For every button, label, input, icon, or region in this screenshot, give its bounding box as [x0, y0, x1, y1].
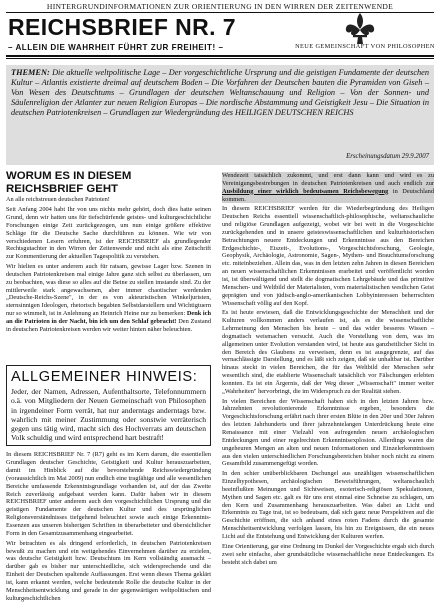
general-notice-box: [6, 365, 211, 446]
right-paragraph-1-text: Wendezeit tatsächlich zukommt, und erst dann kann und wird es zu Vereinigungsbestrebungen in deutschen Patriotenkreisen und auch endlich zur: [222, 172, 434, 187]
right-paragraph-1-tail: in Deutschland kommen.: [222, 187, 434, 203]
publication-date: Erscheinungsdatum 29.9.2007: [346, 152, 429, 160]
left-paragraph-1: Seit Anfang 2004 habt Ihr von uns nichts mehr gehört, doch dies hatte seinen Grund, denn wir hatten uns für tiefschürfende geistes- und kulturgeschichtliche Forschungen einige Zeit zurückgezogen, um nun einige größere effektive Schläge für die Deutsche Sache durchführen zu können. Wie wir von verschiedenen Lesern erfuhren, ist der REICHSBRIEF als grundlegender Rechtsgutachter in den Wirren der Zeitenwende und nicht als eine Zeitschrift zur Kommentierung der aktuellen Tagespolitik zu verstehen.: [6, 206, 211, 261]
left-paragraph-2-tail: Den Zustand in deutschen Patriotenkreisen werden wir weiter hinten näher beleuchten.: [6, 318, 211, 333]
general-notice-title: ALLGEMEINER HINWEIS:: [11, 369, 198, 386]
left-intro-text: [6, 206, 211, 362]
right-paragraph-5: In den schier unüberblickbaren Dschungel aus unzähligen wissenschaftlichen Einzelhypothesen, archäologischen Beweisführungen, weltanschaulich beeinflußten Meinungen und Sichtweisen, esoterisch-religiösen Spekulationen, Mythen und Sagen etc. galt es für uns erst einmal eine Schneise zu schlagen, um den Kern und Zusammenhang herauszuarbeiten. Was dabei an Licht und Erkenntnis zu Tage trat, ist so bedeutsam, daß sich ganz neue Perspektiven auf die Geschichte eröffnen, die sich anhand eines roten Fadens durch die gesamte Menschheitsentwicklung verfolgen lassen, bis hin zu Ereignissen, die ein neues Licht auf die Entstehung und Entwicklung der Kulturen werfen.: [222, 470, 434, 540]
right-paragraph-3: Es ist heute erwiesen, daß die Entwicklungsgeschichte der Menschheit und der Kulturen vollkommen anders verlaufen ist, als es die wissenschaftliche Lehrmeinung den Menschen bis heute – und das wider besseres Wissen – dogmatisch weismachen versucht. Auch die Vorstellung von dem, was im allgemeinen unter Evolution verstanden wird, ist heute aus ganzheitlicher Sicht in den Bereich des Glaubens zu verweisen, denn es ist ausgegrenzte, auf das vernachlässigte Darstellung, und es läßt sich zeigen, daß sie unhaltbar ist. Darüber hinaus steckt in vielen Bereichen, die für das Weltbild der Menschen sehr wesentlich sind, die etablierte Wissenschaft tatsächlich vor Fälschungen erlebten konnten. Es ist ein Ärgernis, daß der Weg dieser „Wissenschaft" immer weiter „Wahrheiten" hervorbringt, die im Widerspruch zu der Realität stehen.: [222, 309, 434, 395]
right-column: [222, 170, 434, 596]
general-notice-text: Jeder, der Namen, Adressen, Aufenthaltsorte, Telefonnummern o.ä. von Mitgliedern der Neuen Gemeinschaft von Philosophen in irgendeiner Form verrät, hat nur anderntags anderntags bzw. wahrlich mit meiner Zustimmung oder sonstwie verräterisch gegen uns tätig wird, macht sich des Hochverrats am deutschen Volk schuldig und wird entsprechend hart bestraft!: [11, 387, 206, 443]
left-paragraph-3: In diesem REICHSBRIEF Nr. 7 (R7) geht es im Kern darum, die essentiellen Grundlagen deutscher Geschichte, Geistigkeit und Kultur herauszuarbeiten, damit im Hinblick auf die bevorstehende Reichswiedergründung (voraussichtlich im Mai 2009) nun endlich eine tragfähige und alle wesentlichen Bereiche umfassende Erkenntnisgrundlage vorhanden ist, auf der das Zweite Reich zuverlässig aufgebaut werden kann. Dafür haben wir in diesem REICHSBRIEF unter anderem auch den vorgeschichtlichen Ursprung und die geistigen Fundamente der deutschen Kultur und des ursprünglichen Religionsverständnisses tiefgehend beleuchtet sowie auch einige Erkenntnis-Essenzen aus unseren bisherigen Schriften in überarbeiteter und übersichtlicher Form in den Gesamtzusammenhang eingearbeitet.: [6, 451, 211, 537]
themes-box: [6, 65, 434, 165]
left-paragraph-4: Wir betrachten es als dringend erforderlich, in deutschen Patriotenkreisen bewußt zu machen und ein weitgehendes Einvernehmen darüber zu erzielen, was deutsche Geistigkeit bzw. Deutschtum im Kern vollständig ausmacht – darüber gab es bisher nur unterschiedliche, sich widersprechende und die Einheit der Deutschen spaltende Auffassungen. Erst wenn dieses Thema geklärt ist, kann erkannt werden, welche bedeutende Rolle die deutsche Kultur in der Menschheitsentwicklung und gerade in der gegenwärtigen weltpolitischen und kulturgeschichtlichen: [6, 539, 211, 602]
left-column: [6, 170, 211, 602]
right-paragraph-4: In vielen Bereichen der Wissenschaft haben sich in den letzten Jahren bzw. Jahrzehnten revolutionierende Erkenntnisse ergeben, besonders die Vorgeschichtsforschung erfährt nach ihrer ersten Blüte in den 20er und 30er Jahren des letzten Jahrhunderts und ihrer jahrzehntelangen Unterdrückung heute eine Renaissance mit einer Vielzahl von aufregenden neuen archäologischen Entdeckungen und einer regelrechten Erkenntnisexplosion. Allerdings waren die ungeheuren Mengen an alten und neuen Informationen und Einzelerkenntnissen aus den vielen unterschiedlichen Forschungsbereichen bisher noch nicht zu einem Gesamtbild zusammengefügt worden.: [222, 397, 434, 468]
right-paragraph-1: [222, 172, 434, 203]
reich-movement-phrase: Ausbildung einer wirklich bedeutsamen Reichsbewegung: [222, 187, 389, 195]
newsletter-title: REICHSBRIEF NR. 7: [8, 14, 236, 40]
left-paragraph-2: [6, 263, 211, 334]
organization-name: NEUE GEMEINSCHAFT VON PHILOSOPHEN: [295, 43, 435, 50]
newsletter-subtitle: – ALLEIN DIE WAHRHEIT FÜHRT ZUR FREIHEIT! –: [8, 43, 224, 52]
heine-quote: Denk ich an die Patrioten in der Nacht, bin ich um den Schlaf gebracht!: [6, 310, 211, 325]
fleur-de-lis-icon: [342, 11, 378, 45]
section-salutation: An alle reichstreuen deutschen Patrioten!: [6, 196, 110, 204]
left-paragraph-2-text: Wir hielten es unter anderem auch für ratsam, gewisse Lager bzw. Szenen in deutschen Patriotenkreisen mal einige Jahre ganz sich selbst zu überlassen, um zu beobachten, was diese so alles auf die Beine zu stellen imstande sind. Zu der mittlerweile stark angewachsenen, aber immer chaotischer werdenden „Deutsche-Reichs-Szene", in der es von akteuristischen Winkeljuristen, sternsinnigen Ideologen, rhetorisch begabten Selbstdarstellern und Wichtigtuern nur so wimmelt, ist in Anlehnung an Heinrich Heine nur zu bemerken:: [6, 263, 211, 318]
masthead-rule: [6, 55, 434, 57]
right-paragraph-2: In diesem REICHSBRIEF werden für die Wiederbegründung des Heiligen Deutschen Reichs essentiell wissenschaftlich-philosophische, weltanschauliche und religiöse Grundlagen aufgezeigt, wobei wir bei weit in die Vorgeschichte zurückgehenden und in unsere geisteswissenschaftlichen und kulturhistorischen Betrachtungen neuere Entdeckungen und Erkenntnisse aus den Bereichen Erdgeschichte-, Eiszeit-, Evolutions-, Vorgeschichtsforschung, Geologie, Geophysik, Archäologie, Astronomie, Sagen-, Mythen- und Brauchtumsforschung etc. miteinbeziehen. Allein das, was in den letzten zehn Jahren in diesen Bereichen an neuen wissenschaftlichen Erkenntnissen erarbeitet und veröffentlicht worden ist, ist überwältigend und stellt die dogmatischen Lehrgebäude und das primitive Menschen- und Weltbild der Materialisten, vom materialistischen westlichen Geist geprägten und von jüdisch-anglo-amerikanischen Lobbyinteressen beherrschten Wissenschaft völlig auf den Kopf.: [222, 205, 434, 307]
masthead-rule-thin: [6, 58, 434, 59]
themes-label: THEMEN:: [11, 68, 50, 77]
section-heading-line1: WORUM ES IN DIESEM: [6, 170, 132, 182]
right-paragraph-6: Eine Orientierung, gar eine Ordnung im Dunkel der Vorgeschichte ergab sich durch zwei sehr einfache, aber grundsätzliche wissenschaftliche neue Entdeckungen. Es besteht sich dabei um: [222, 542, 434, 566]
section-heading: [6, 170, 211, 195]
header-topline: HINTERGRUNDINFORMATIONEN ZUR ORIENTIERUNG IN DEN WIRREN DER ZEITENWENDE: [46, 2, 394, 11]
themes-text: Die aktuelle weltpolitische Lage – Der vorgeschichtliche Ursprung und die geistigen Fundamente der deutschen Kultur – Atlantis existierte dreimal auf deutschem Boden – Die Vorfahren der Deutschen bauten die Pyramiden von Giseh – Von Wesen des Deutschtums – Grundlagen der deutschen Weltanschauung und Religion – Von der Sonnen- und Säulenreligion der Atlanter zur neuen Religion Europas – Die nordische Abstammung und Geistigkeit Jesu – Die Situation in deutschen Patriotenkreisen – Grundlagen zur Wiedergründung des HEILIGEN DEUTSCHEN REICHS: [11, 68, 429, 118]
right-text: [222, 172, 434, 566]
section-heading-line2: REICHSBRIEF GEHT: [6, 182, 119, 195]
left-main-text: [6, 451, 211, 607]
